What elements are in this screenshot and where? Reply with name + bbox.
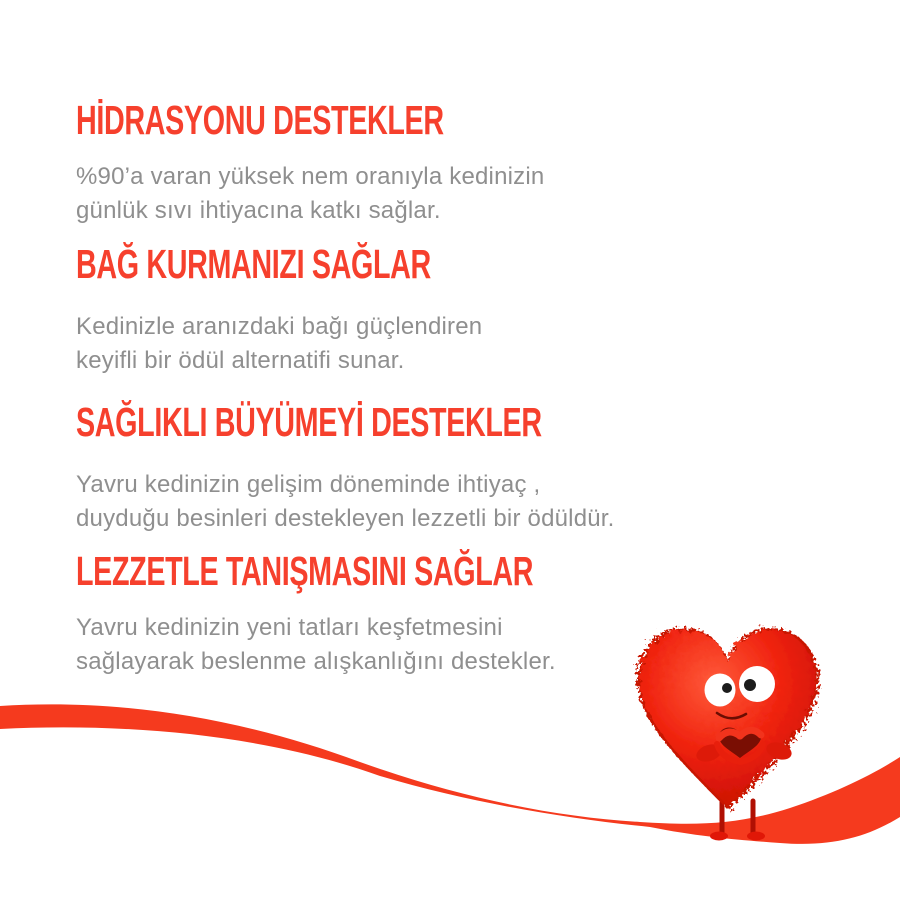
section-heading-text: HİDRASYONU DESTEKLER — [76, 97, 444, 143]
section-heading-text: SAĞLIKLI BÜYÜMEYİ DESTEKLER — [76, 399, 542, 445]
description-line: Yavru kedinizin yeni tatları keşfetmesini — [76, 614, 503, 641]
description-line: sağlayarak beslenme alışkanlığını destekler. — [76, 648, 556, 675]
description-line: %90’a varan yüksek nem oranıyla kedinizin — [76, 163, 545, 190]
description-line: Yavru kedinizin gelişim döneminde ihtiyaç , — [76, 471, 541, 498]
mascot-legs — [710, 801, 765, 841]
section-heading-text: LEZZETLE TANIŞMASINI SAĞLAR — [76, 548, 534, 594]
mascot-left-pupil — [722, 683, 732, 693]
description-line: duyduğu besinleri destekleyen lezzetli bir ödüldür. — [76, 505, 615, 532]
section-heading-text: BAĞ KURMANIZI SAĞLAR — [76, 241, 431, 287]
description-line: günlük sıvı ihtiyacına katkı sağlar. — [76, 197, 441, 224]
mascot-right-pupil — [744, 679, 756, 691]
heart-mascot-illustration — [627, 618, 822, 850]
description-line: Kedinizle aranızdaki bağı güçlendiren — [76, 313, 483, 340]
description-line: keyifli bir ödül alternatifi sunar. — [76, 347, 405, 374]
